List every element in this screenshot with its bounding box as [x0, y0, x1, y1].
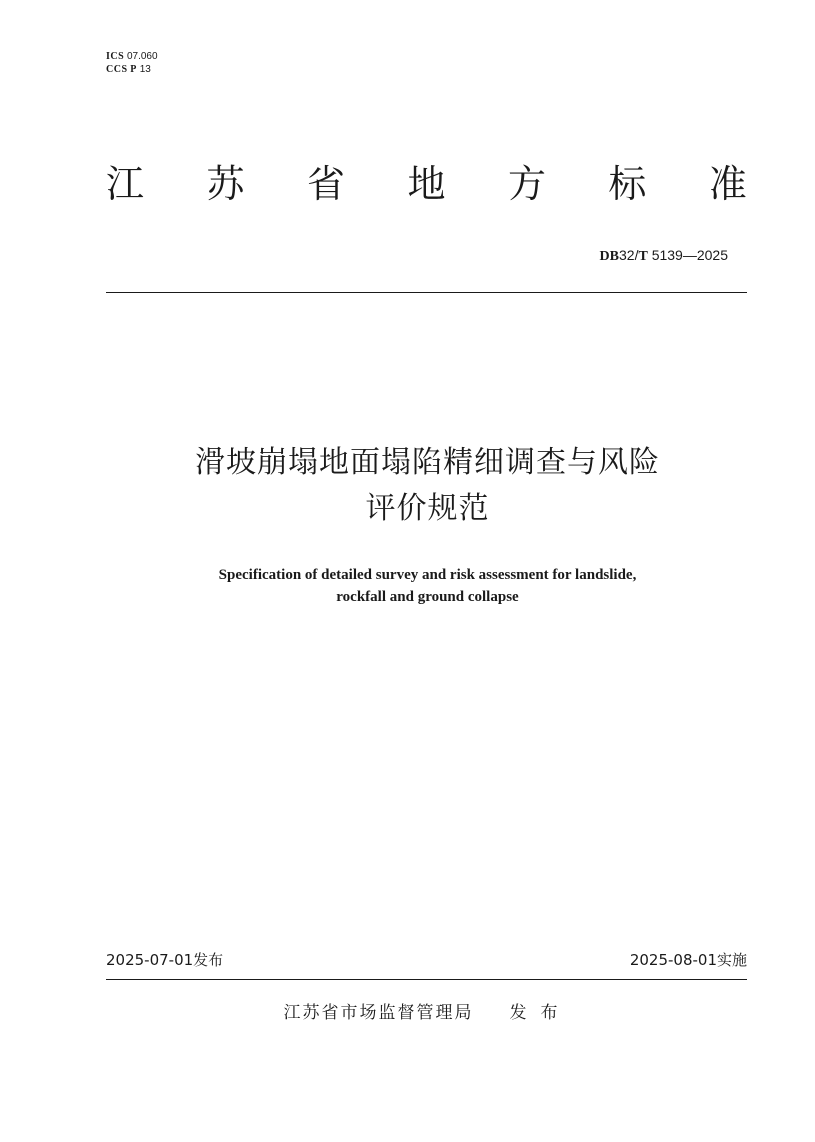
chinese-title [0, 440, 815, 532]
standard-number [600, 245, 728, 267]
implementation-date: 2025-08-01实施 [629, 951, 747, 969]
standard-type-heading [106, 158, 747, 210]
ccs-label: CCS [106, 64, 128, 75]
standard-type-char: 准 [708, 162, 747, 206]
english-title-line-1: Specification of detailed survey and risk assessment for landslide, [218, 567, 637, 583]
standard-type-char: 苏 [206, 162, 245, 206]
publisher-line [0, 1000, 815, 1026]
header-divider [106, 292, 747, 293]
ics-label: ICS [106, 51, 125, 62]
standard-type-char: 省 [306, 162, 345, 206]
standard-number-prefix: DB [599, 249, 619, 264]
chinese-title-line-2: 评价规范 [365, 491, 490, 526]
ccs-class: P [130, 64, 137, 75]
publish-action: 发布 [509, 1003, 572, 1023]
standard-type-char: 标 [608, 162, 647, 206]
ics-code [106, 50, 158, 63]
ccs-value: 13 [139, 64, 151, 75]
issue-date: 2025-07-01发布 [106, 951, 224, 969]
publisher-name: 江苏省市场监督管理局 [283, 1003, 474, 1023]
standard-type-char: 江 [106, 162, 145, 206]
ics-value: 07.060 [126, 51, 158, 62]
standard-number-rest: 5139—2025 [647, 247, 728, 263]
chinese-title-line-1: 滑坡崩塌地面塌陷精细调查与风险 [195, 445, 660, 480]
standard-type-char: 方 [507, 162, 546, 206]
classification-codes [106, 50, 158, 76]
english-title [0, 564, 815, 608]
ccs-code [106, 63, 158, 76]
standard-number-suffix: T [638, 249, 648, 264]
standard-type-char: 地 [407, 162, 446, 206]
standard-number-province: 32/ [619, 247, 639, 263]
footer-divider [106, 979, 747, 980]
english-title-line-2: rockfall and ground collapse [336, 589, 519, 605]
